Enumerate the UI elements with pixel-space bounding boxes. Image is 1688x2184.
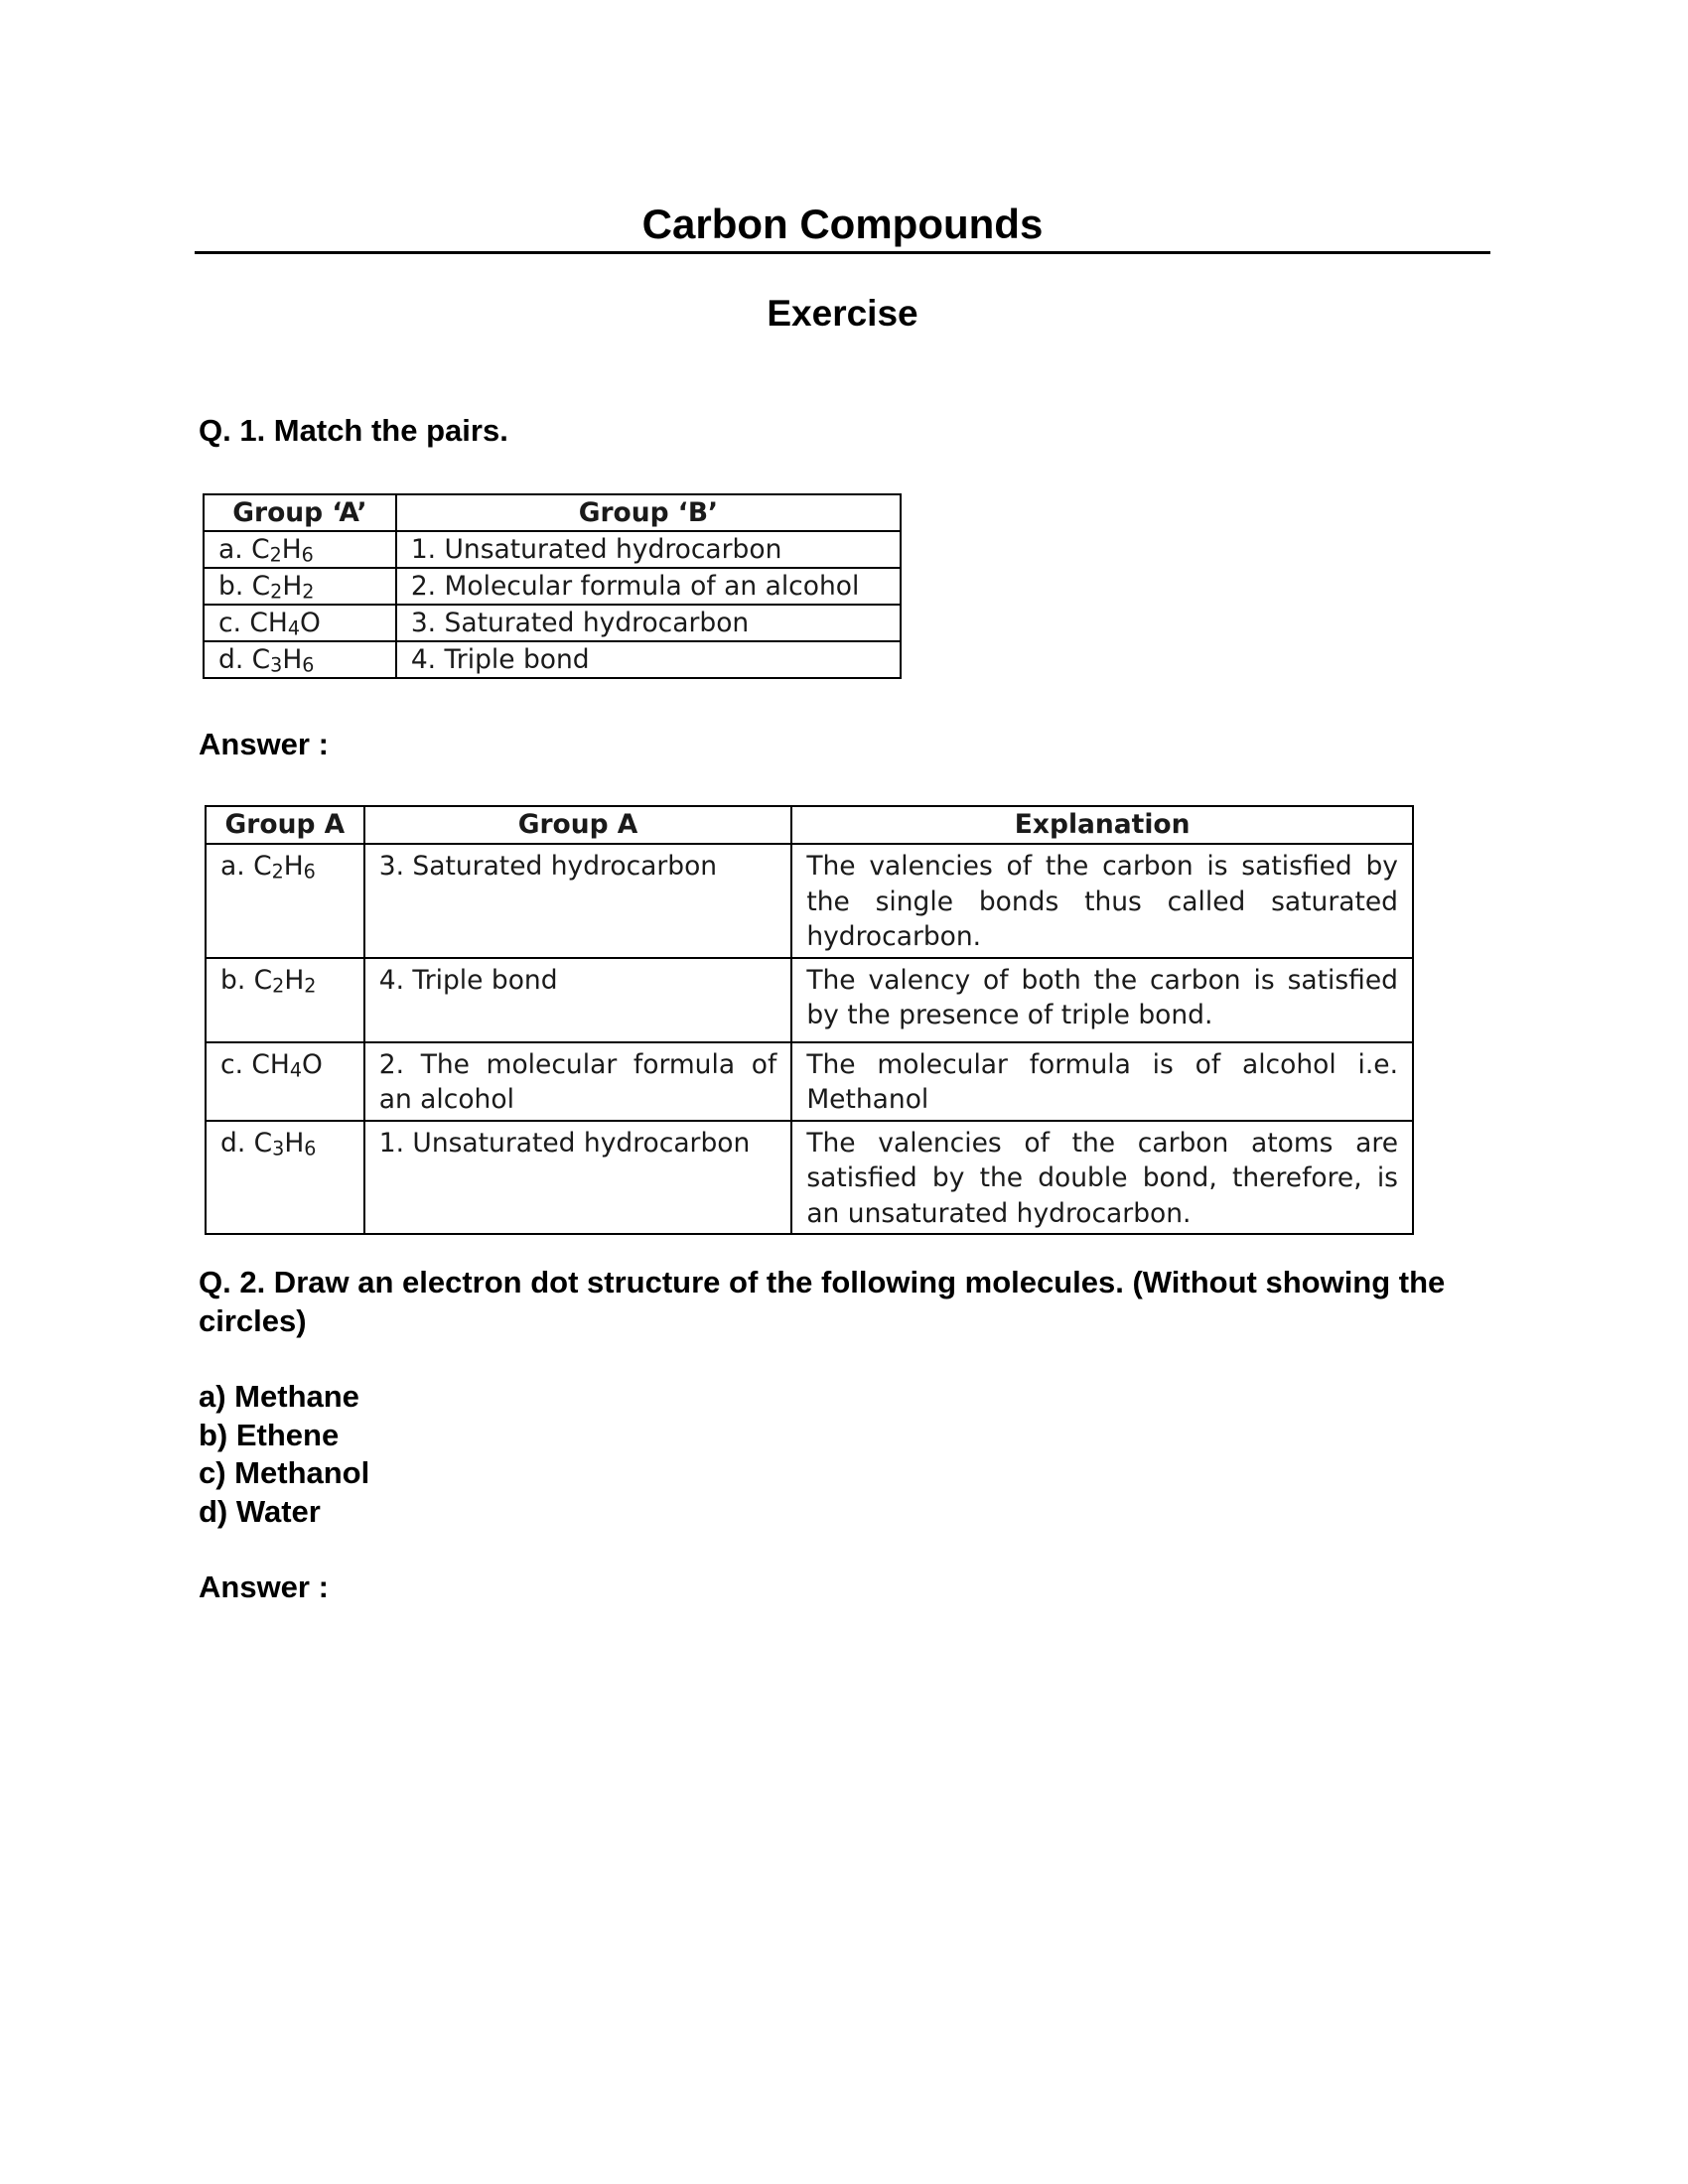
description-cell: 4. Triple bond <box>396 641 901 678</box>
table-header-row <box>206 806 1413 844</box>
description-cell: 1. Unsaturated hydrocarbon <box>396 531 901 568</box>
answer-label-1: Answer : <box>199 727 329 761</box>
formula-cell: c. $CH_4O$ <box>204 605 396 641</box>
table-row <box>204 531 901 568</box>
list-item: c) Methanol <box>199 1455 370 1490</box>
list-item: b) Ethene <box>199 1417 340 1452</box>
title-underline <box>195 251 1490 254</box>
column-header-explanation: Explanation <box>791 806 1413 844</box>
column-header-group-a: Group ‘A’ <box>204 494 396 531</box>
formula-cell: c. $CH_4O$ <box>206 1042 364 1121</box>
description-cell: 3. Saturated hydrocarbon <box>396 605 901 641</box>
table-row <box>204 641 901 678</box>
explanation-cell: The valency of both the carbon is satisfied by the presence of triple bond. <box>791 958 1413 1042</box>
table-header-row <box>204 494 901 531</box>
molecule-list <box>199 1378 369 1531</box>
explanation-cell: The valencies of the carbon atoms are satisfied by the double bond, therefore, is an unsaturated hydrocarbon. <box>791 1121 1413 1235</box>
page-subtitle: Exercise <box>767 293 918 334</box>
formula-cell: d. $C_3H_6$ <box>206 1121 364 1235</box>
formula-cell: d. $C_3H_6$ <box>204 641 396 678</box>
list-item: d) Water <box>199 1493 321 1529</box>
formula-cell: b. $C_2H_2$ <box>204 568 396 605</box>
description-cell: 2. Molecular formula of an alcohol <box>396 568 901 605</box>
question-1: Q. 1. Match the pairs. <box>199 413 508 448</box>
match-cell: 4. Triple bond <box>364 958 792 1042</box>
formula-cell: a. $C_2H_6$ <box>206 844 364 958</box>
table-row <box>206 958 1413 1042</box>
match-cell: 1. Unsaturated hydrocarbon <box>364 1121 792 1235</box>
answer-table <box>205 805 1414 1235</box>
column-header-group-a-match: Group A <box>364 806 792 844</box>
match-pairs-table <box>203 493 902 679</box>
table-row <box>204 605 901 641</box>
column-header-group-b: Group ‘B’ <box>396 494 901 531</box>
table-row <box>206 844 1413 958</box>
table-row <box>204 568 901 605</box>
explanation-cell: The molecular formula is of alcohol i.e. Methanol <box>791 1042 1413 1121</box>
page-title: Carbon Compounds <box>641 201 1044 247</box>
formula-cell: b. $C_2H_2$ <box>206 958 364 1042</box>
formula-cell: a. $C_2H_6$ <box>204 531 396 568</box>
answer-label-2: Answer : <box>199 1570 329 1604</box>
explanation-cell: The valencies of the carbon is satisfied by the single bonds thus called saturated hydrocarbon. <box>791 844 1413 958</box>
column-header-group-a: Group A <box>206 806 364 844</box>
match-cell: 3. Saturated hydrocarbon <box>364 844 792 958</box>
match-cell: 2. The molecular formula of an alcohol <box>364 1042 792 1121</box>
question-2: Q. 2. Draw an electron dot structure of the following molecules. (Without showing the circles) <box>199 1265 1446 1338</box>
table-row <box>206 1042 1413 1121</box>
list-item: a) Methane <box>199 1379 359 1414</box>
table-row <box>206 1121 1413 1235</box>
